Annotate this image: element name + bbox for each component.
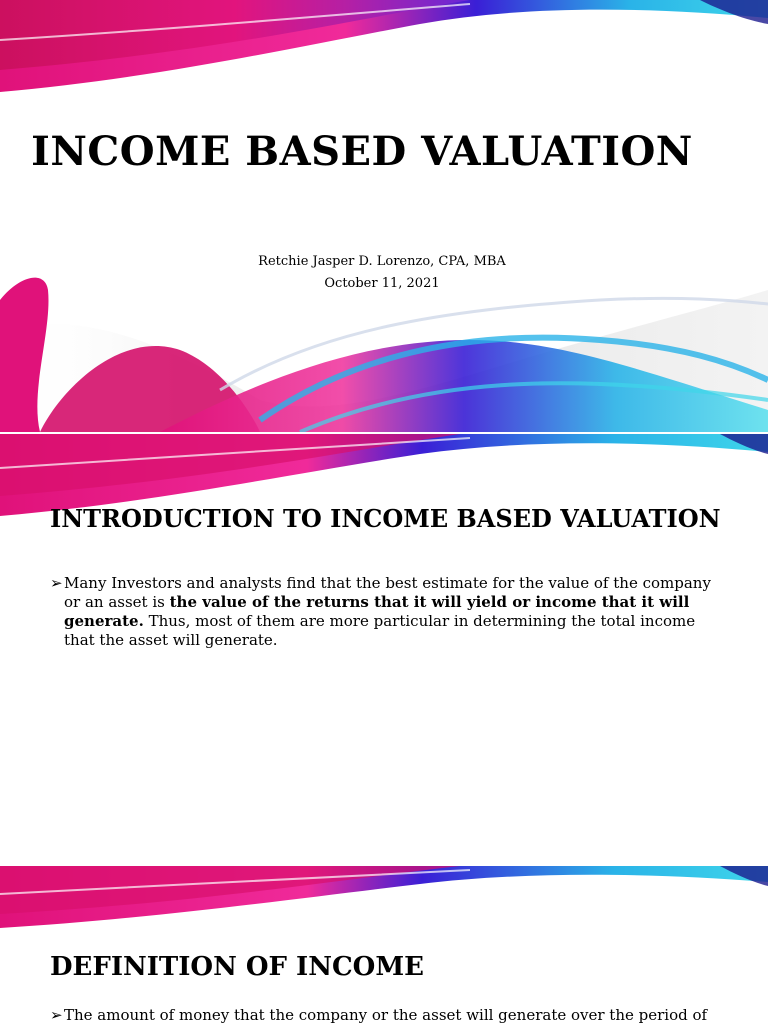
arrow-bullet-icon: ➢ bbox=[50, 574, 63, 592]
introduction-slide bbox=[0, 432, 768, 866]
definition-slide bbox=[0, 866, 768, 1024]
top-wave-swoosh bbox=[0, 866, 768, 930]
bullet-text-part2: Thus, most of them are more particular in determining the total income that the asset will generate. bbox=[64, 612, 696, 649]
title-slide bbox=[0, 0, 768, 432]
author-name: Retchie Jasper D. Lorenzo, CPA, MBA bbox=[258, 254, 506, 269]
bullet-paragraph bbox=[50, 1006, 750, 1024]
bottom-wave-swoosh bbox=[0, 270, 768, 432]
presentation-title: INCOME BASED VALUATION bbox=[31, 128, 693, 175]
bullet-text: The amount of money that the company or the asset will generate over the period of bbox=[64, 1006, 708, 1024]
bullet-text-bold: the value of the returns that it will yield or income that it will generate. bbox=[64, 593, 690, 630]
arrow-bullet-icon: ➢ bbox=[50, 1006, 63, 1024]
top-wave-swoosh bbox=[0, 0, 768, 100]
slide-heading: INTRODUCTION TO INCOME BASED VALUATION bbox=[50, 504, 721, 533]
bullet-text-part1: Many Investors and analysts find that the best estimate for the value of the company or an asset is bbox=[64, 574, 711, 611]
presentation-date: October 11, 2021 bbox=[324, 276, 440, 291]
bullet-paragraph bbox=[50, 574, 730, 650]
slide-heading: DEFINITION OF INCOME bbox=[50, 952, 424, 982]
